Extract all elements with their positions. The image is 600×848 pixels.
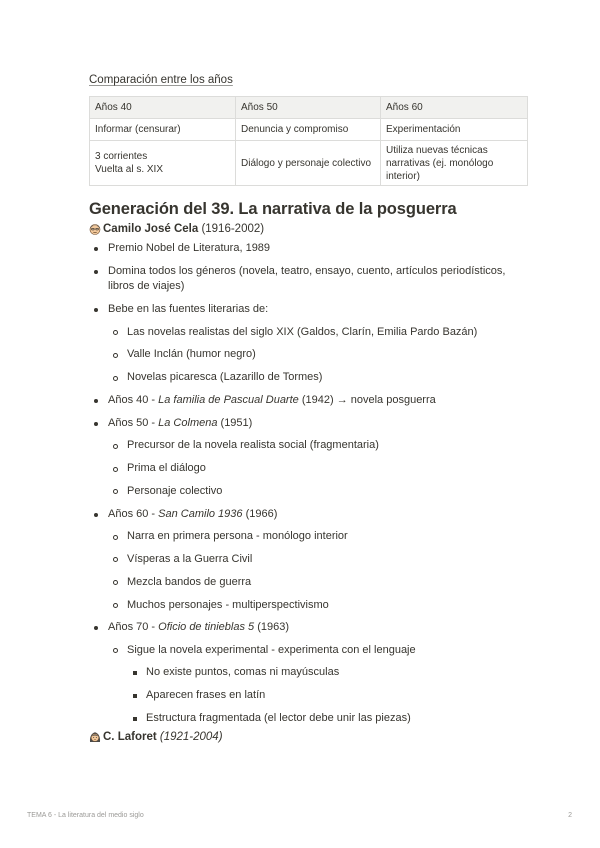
book-title: La familia de Pascual Duarte xyxy=(158,393,299,406)
cell-line: Utiliza nuevas técnicas xyxy=(386,144,488,156)
page-number: 2 xyxy=(568,812,572,819)
footer-title: TEMA 6 - La literatura del medio siglo xyxy=(27,812,144,819)
list-item xyxy=(89,302,529,386)
list-item xyxy=(89,393,529,409)
author-name: Camilo José Cela xyxy=(103,223,199,235)
book-year: (1951) xyxy=(217,416,253,429)
table-cell: Denuncia y compromiso xyxy=(236,119,381,141)
table-cell: Informar (censurar) xyxy=(90,119,236,141)
sub-sublist-item: Estructura fragmentada (el lector debe unir las piezas) xyxy=(127,711,529,727)
table-header-cell: Años 60 xyxy=(381,97,528,119)
author-dates: (1916-2002) xyxy=(201,223,265,235)
decade-label: Años 40 - xyxy=(108,393,159,406)
book-year: (1963) xyxy=(254,621,289,634)
table-row xyxy=(90,141,528,186)
sublist-item: Personaje colectivo xyxy=(108,484,529,500)
sublist-item: Las novelas realistas del siglo XIX (Galdos, Clarín, Emilia Pardo Bazán) xyxy=(108,325,529,341)
sublist-item: Mezcla bandos de guerra xyxy=(108,575,529,591)
table-row xyxy=(90,119,528,141)
table-header-cell: Años 50 xyxy=(236,97,381,119)
list-item-text: Bebe en las fuentes literarias de: xyxy=(108,303,269,316)
decade-label: Años 70 - xyxy=(108,621,159,634)
list-item-text: Domina todos los géneros (novela, teatro, ensayo, cuento, artículos periodísticos, libros de viajes) xyxy=(108,264,506,293)
book-title: La Colmena xyxy=(158,416,218,429)
sublist-item: Narra en primera persona - monólogo interior xyxy=(108,529,529,545)
sublist xyxy=(108,529,529,613)
sublist xyxy=(108,643,529,727)
cela-list xyxy=(89,241,529,726)
sub-sublist xyxy=(127,665,529,726)
table-header-cell: Años 40 xyxy=(90,97,236,119)
sublist-item: Precursor de la novela realista social (fragmentaria) xyxy=(108,438,529,454)
sublist xyxy=(108,325,529,386)
cell-line: narrativas (ej. monólogo xyxy=(386,157,494,169)
sublist-item xyxy=(108,643,529,727)
cell-line: 3 corrientes xyxy=(95,151,148,162)
author-laforet xyxy=(89,731,529,743)
sublist-item: Novelas picaresca (Lazarillo de Tormes) xyxy=(108,370,529,386)
list-item xyxy=(89,264,529,295)
sublist-item-text: Sigue la novela experimental - experimenta con el lenguaje xyxy=(127,643,416,656)
sub-sublist-item: No existe puntos, comas ni mayúsculas xyxy=(127,665,529,681)
sublist-item: Vísperas a la Guerra Civil xyxy=(108,552,529,568)
list-item xyxy=(89,241,529,257)
decade-label: Años 60 - xyxy=(108,507,159,520)
list-item-text: Premio Nobel de Literatura, 1989 xyxy=(108,242,271,254)
table-cell: Experimentación xyxy=(381,119,528,141)
decade-label: Años 50 - xyxy=(108,416,159,429)
list-item xyxy=(89,507,529,613)
man-face-icon xyxy=(89,223,101,235)
author-name: C. Laforet xyxy=(103,730,157,743)
sublist-item: Valle Inclán (humor negro) xyxy=(108,347,529,363)
sublist-item: Prima el diálogo xyxy=(108,461,529,477)
book-title: Oficio de tinieblas 5 xyxy=(158,621,255,634)
table-header-row xyxy=(90,97,528,119)
book-year: (1942) → novela posguerra xyxy=(298,393,436,406)
author-cela xyxy=(89,223,529,235)
author-dates: (1921-2004) xyxy=(159,730,223,743)
page-content xyxy=(89,70,529,749)
woman-face-icon xyxy=(89,731,101,743)
list-item xyxy=(89,416,529,500)
sublist xyxy=(108,438,529,499)
section-link-comparacion[interactable]: Comparación entre los años xyxy=(89,74,233,86)
section-heading: Generación del 39. La narrativa de la posguerra xyxy=(89,200,457,218)
cell-line: interior) xyxy=(386,170,420,182)
page-footer xyxy=(27,812,572,819)
cell-line: Vuelta al s. XIX xyxy=(95,164,163,175)
table-cell: Diálogo y personaje colectivo xyxy=(236,141,381,186)
book-year: (1966) xyxy=(242,507,278,520)
comparison-table xyxy=(89,96,528,186)
sub-sublist-item: Aparecen frases en latín xyxy=(127,688,529,704)
list-item xyxy=(89,620,529,726)
sublist-item: Muchos personajes - multiperspectivismo xyxy=(108,598,529,614)
table-cell xyxy=(381,141,528,186)
book-title: San Camilo 1936 xyxy=(158,507,243,520)
table-cell xyxy=(90,141,236,186)
